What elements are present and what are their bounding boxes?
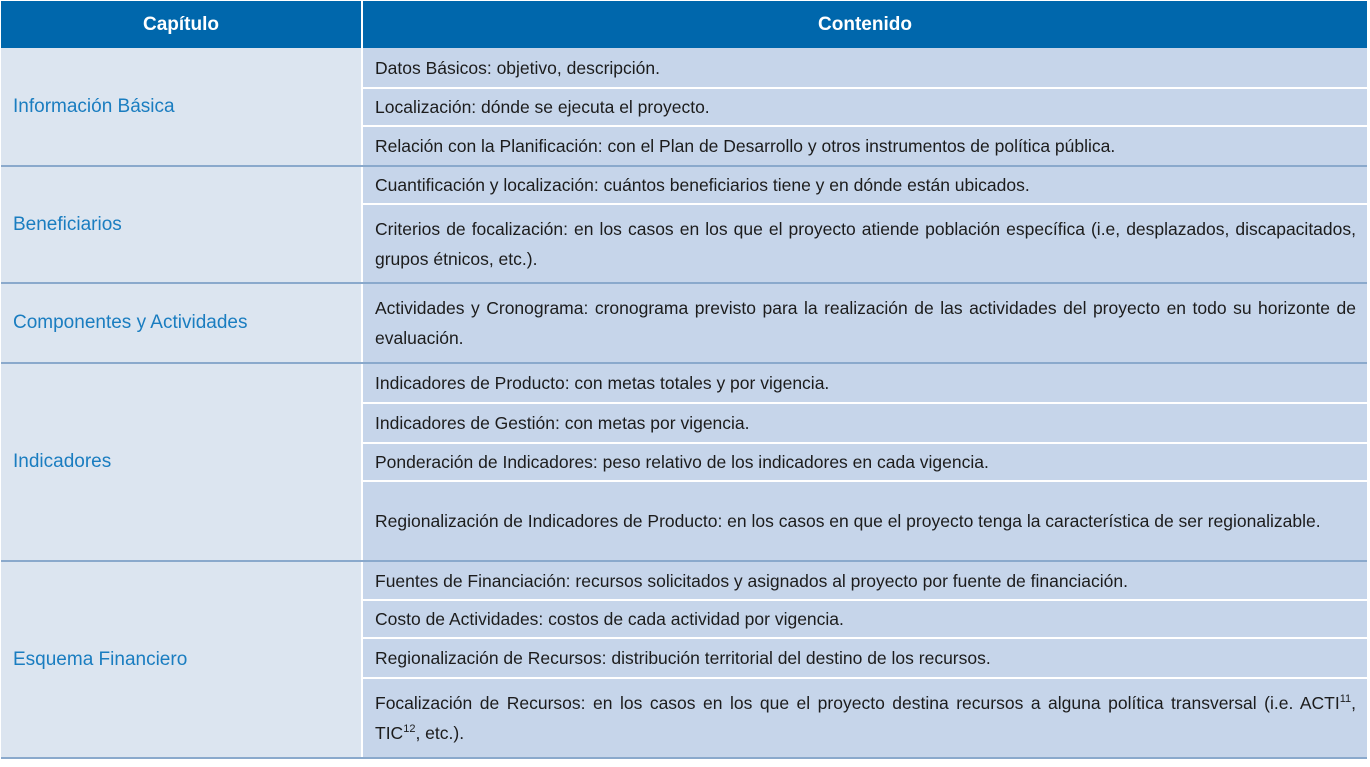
table-row — [1, 561, 1367, 600]
content-cell: Fuentes de Financiación: recursos solicitados y asignados al proyecto por fuente de financiación. — [362, 561, 1367, 600]
content-cell-focalizacion — [362, 678, 1367, 758]
content-cell: Costo de Actividades: costos de cada actividad por vigencia. — [362, 600, 1367, 638]
content-cell: Actividades y Cronograma: cronograma previsto para la realización de las actividades del proyecto en todo su horizonte de evaluación. — [362, 283, 1367, 363]
content-cell: Relación con la Planificación: con el Plan de Desarrollo y otros instrumentos de política pública. — [362, 126, 1367, 166]
chapter-beneficiarios: Beneficiarios — [1, 166, 362, 283]
content-cell: Ponderación de Indicadores: peso relativo de los indicadores en cada vigencia. — [362, 443, 1367, 481]
content-cell: Regionalización de Indicadores de Producto: en los casos en que el proyecto tenga la característica de ser regionalizable. — [362, 481, 1367, 561]
footnote-12: 12 — [403, 723, 416, 736]
chapter-informacion-basica: Información Básica — [1, 48, 362, 166]
chapters-table — [1, 1, 1367, 759]
focalizacion-text-before: Focalización de Recursos: en los casos en los que el proyecto destina recursos a alguna política transversal (i.e. ACTI — [375, 693, 1340, 713]
table-header-row — [1, 1, 1367, 48]
focalizacion-text-middle: , TIC — [375, 693, 1356, 743]
chapter-indicadores: Indicadores — [1, 363, 362, 561]
footnote-11: 11 — [1339, 693, 1352, 706]
chapter-componentes-actividades: Componentes y Actividades — [1, 283, 362, 363]
table-row — [1, 166, 1367, 204]
content-cell: Indicadores de Gestión: con metas por vigencia. — [362, 403, 1367, 443]
content-cell: Localización: dónde se ejecuta el proyecto. — [362, 88, 1367, 126]
content-cell: Regionalización de Recursos: distribución territorial del destino de los recursos. — [362, 638, 1367, 678]
content-cell: Criterios de focalización: en los casos en los que el proyecto atiende población específica (i.e, desplazados, discapacitados, grupos étnicos, etc.). — [362, 204, 1367, 283]
table-row — [1, 283, 1367, 363]
chapter-esquema-financiero: Esquema Financiero — [1, 561, 362, 758]
focalizacion-text-after: , etc.). — [415, 723, 465, 743]
content-cell: Cuantificación y localización: cuántos beneficiarios tiene y en dónde están ubicados. — [362, 166, 1367, 204]
table-row — [1, 48, 1367, 88]
content-cell: Indicadores de Producto: con metas totales y por vigencia. — [362, 363, 1367, 403]
header-contenido: Contenido — [362, 1, 1367, 48]
table-row — [1, 363, 1367, 403]
header-capitulo: Capítulo — [1, 1, 362, 48]
content-cell: Datos Básicos: objetivo, descripción. — [362, 48, 1367, 88]
